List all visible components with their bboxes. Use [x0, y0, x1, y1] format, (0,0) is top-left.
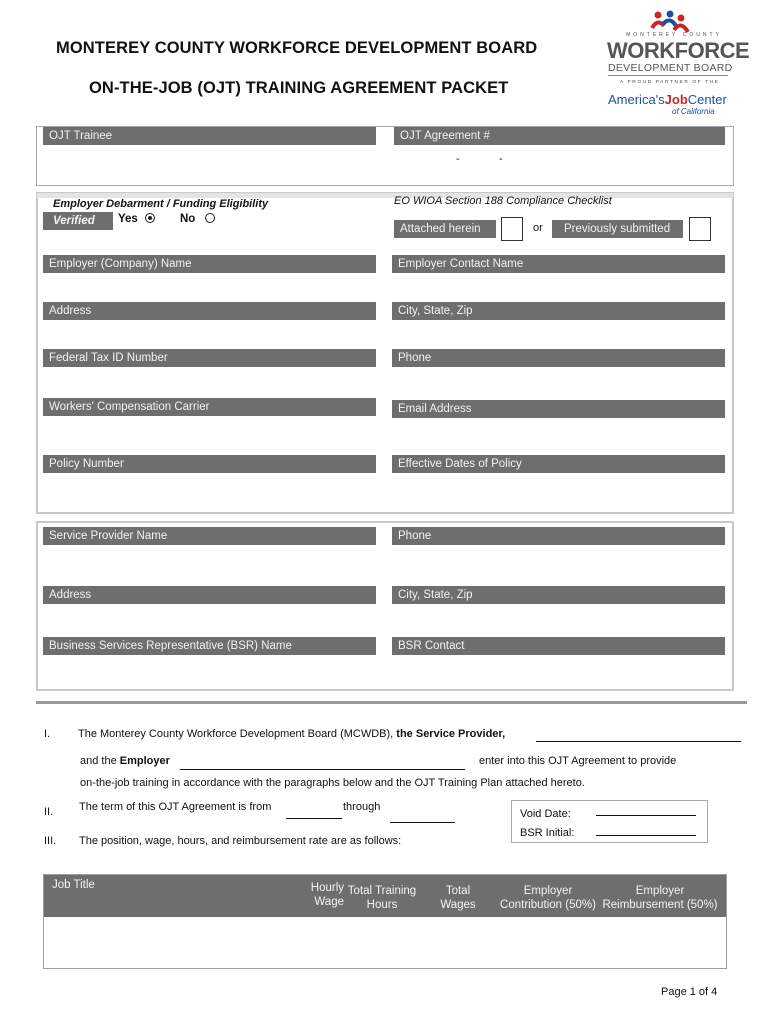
employer-blank[interactable]: [180, 769, 465, 770]
paragraph-1-number: I.: [44, 728, 51, 740]
bsr-initial-label: BSR Initial:: [520, 827, 575, 839]
ajcc-logo: America'sJobCenter: [608, 92, 727, 107]
logo-main-text: WORKFORCE: [607, 38, 750, 63]
bsr-name-field[interactable]: Business Services Representative (BSR) Name: [43, 637, 376, 655]
paragraph-1-line-1: The Monterey County Workforce Development Board (MCWDB), the Service Provider,: [78, 728, 506, 740]
paragraph-3-text: The position, wage, hours, and reimbursement rate are as follows:: [79, 835, 402, 847]
term-through-blank[interactable]: [390, 822, 455, 823]
logo-partner-text: A PROUD PARTNER OF THE: [620, 80, 720, 85]
provider-city-state-zip-field[interactable]: City, State, Zip: [392, 586, 725, 604]
paragraph-1-line-2b: enter into this OJT Agreement to provide: [479, 755, 677, 767]
workforce-logo: [604, 8, 750, 120]
col-job-title: Job Title: [52, 879, 95, 891]
paragraph-1-line-2: and the Employer: [80, 755, 170, 767]
yes-option[interactable]: Yes: [118, 213, 155, 225]
col-total-training-hours: Total Training Hours: [347, 885, 417, 911]
employer-city-state-zip-field[interactable]: City, State, Zip: [392, 302, 725, 320]
no-radio-icon[interactable]: [205, 213, 215, 223]
service-provider-name-field[interactable]: Service Provider Name: [43, 527, 376, 545]
bsr-contact-field[interactable]: BSR Contact: [392, 637, 725, 655]
attached-herein-checkbox[interactable]: [501, 217, 523, 241]
debarment-heading: Employer Debarment / Funding Eligibility: [53, 198, 269, 210]
employer-address-field[interactable]: Address: [43, 302, 376, 320]
col-employer-contribution: Employer Contribution (50%): [500, 885, 596, 911]
employer-company-name-field[interactable]: Employer (Company) Name: [43, 255, 376, 273]
page-number: Page 1 of 4: [661, 986, 718, 998]
page-title: MONTEREY COUNTY WORKFORCE DEVELOPMENT BOARD: [56, 39, 538, 57]
col-total-wages: Total Wages: [440, 885, 476, 911]
effective-dates-field[interactable]: Effective Dates of Policy: [392, 455, 725, 473]
term-from-blank[interactable]: [286, 818, 342, 819]
eo-checklist-heading: EO WIOA Section 188 Compliance Checklist: [394, 195, 612, 207]
policy-number-field[interactable]: Policy Number: [43, 455, 376, 473]
job-table-row[interactable]: [44, 917, 726, 968]
agreement-dash-2: -: [499, 153, 503, 165]
previously-submitted-label: Previously submitted: [552, 220, 683, 238]
or-label: or: [533, 222, 543, 234]
employer-contact-name-field[interactable]: Employer Contact Name: [392, 255, 725, 273]
ajcc-sub: of California: [672, 107, 715, 116]
yes-radio-icon[interactable]: [145, 213, 155, 223]
section-separator: [36, 701, 747, 704]
previously-submitted-checkbox[interactable]: [689, 217, 711, 241]
attached-herein-label: Attached herein: [394, 220, 496, 238]
logo-sub-text: DEVELOPMENT BOARD: [608, 62, 733, 74]
void-date-label: Void Date:: [520, 808, 571, 820]
service-provider-section: [36, 521, 734, 691]
provider-phone-field[interactable]: Phone: [392, 527, 725, 545]
paragraph-1-line-3: on-the-job training in accordance with the paragraphs below and the OJT Training Plan attached hereto.: [80, 777, 585, 789]
employer-phone-field[interactable]: Phone: [392, 349, 725, 367]
paragraph-2-number: II.: [44, 806, 54, 818]
workers-comp-carrier-field[interactable]: Workers' Compensation Carrier: [43, 398, 376, 416]
agreement-dash-1: -: [456, 153, 460, 165]
federal-tax-id-field[interactable]: Federal Tax ID Number: [43, 349, 376, 367]
col-hourly-wage: Hourly Wage: [310, 882, 344, 908]
bsr-initial-blank[interactable]: [596, 835, 696, 836]
void-date-blank[interactable]: [596, 815, 696, 816]
provider-address-field[interactable]: Address: [43, 586, 376, 604]
employer-email-field[interactable]: Email Address: [392, 400, 725, 418]
paragraph-2-text: The term of this OJT Agreement is from: [79, 801, 272, 813]
ojt-agreement-number-field[interactable]: OJT Agreement #: [394, 127, 725, 145]
col-employer-reimbursement: Employer Reimbursement (50%): [602, 885, 718, 911]
no-option[interactable]: No: [180, 213, 215, 225]
paragraph-3-number: III.: [44, 835, 57, 847]
service-provider-blank[interactable]: [536, 741, 741, 742]
paragraph-2-through: through: [343, 801, 381, 813]
verified-label: Verified: [43, 212, 113, 230]
ojt-trainee-field[interactable]: OJT Trainee: [43, 127, 376, 145]
logo-top-text: MONTEREY COUNTY: [626, 32, 722, 38]
page-subtitle: ON-THE-JOB (OJT) TRAINING AGREEMENT PACKET: [89, 79, 509, 97]
